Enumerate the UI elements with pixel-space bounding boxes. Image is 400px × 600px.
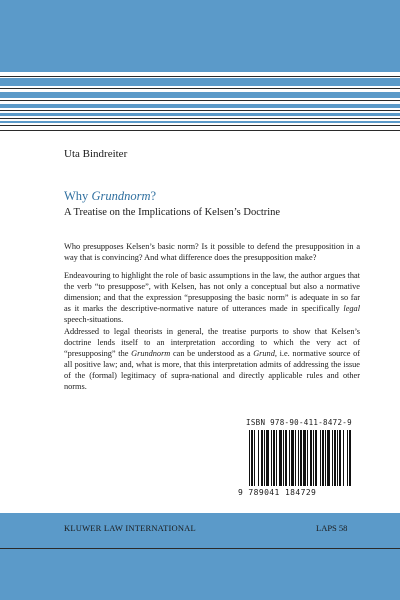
- barcode-bar: [347, 430, 348, 486]
- blurb-emphasis: Grundnorm: [131, 349, 171, 358]
- blurb-emphasis: legal: [343, 304, 360, 313]
- book-title: [64, 189, 156, 204]
- rule-line: [0, 100, 400, 101]
- blurb-paragraph-3: [64, 326, 360, 392]
- title-suffix: ?: [150, 189, 157, 203]
- barcode-bar: [264, 430, 265, 486]
- barcode-bar: [310, 430, 312, 486]
- blurb-paragraph-1: Who presupposes Kelsen’s basic norm? Is it possible to defend the presupposition in a way that is convincing? And what difference does the presupposition make?: [64, 242, 360, 262]
- series-label: LAPS 58: [316, 523, 348, 533]
- isbn-label: ISBN 978-90-411-8472-9: [246, 418, 352, 427]
- barcode-bar: [249, 430, 250, 486]
- barcode-digits: 9 789041 184729: [238, 488, 317, 497]
- blurb-text: Endeavouring to highlight the role of basic assumptions in the law, the author argues that the verb “to presuppose”, with Kelsen, has not only a conceptual but also a normative dimension; and that the expression “presupposing the basic norm” is adequate in so far as it marks the descriptive-normative nature of utterances made in specifically: [64, 271, 360, 313]
- barcode-bar: [332, 430, 333, 486]
- blurb-text: , i.e. normative source of all positive law; and, what is more, that this interpretation admits of addressing the issue of the (formal) legitimacy of supra-national and directly applicable rules and other norms.: [64, 349, 360, 391]
- barcode-bar: [337, 430, 338, 486]
- barcode-bars: [248, 430, 356, 486]
- top-color-band: [0, 0, 400, 72]
- publisher-name: KLUWER LAW INTERNATIONAL: [64, 523, 196, 533]
- barcode-bar: [307, 430, 308, 486]
- barcode-bar: [289, 430, 290, 486]
- book-subtitle: A Treatise on the Implications of Kelsen’s Doctrine: [64, 207, 281, 218]
- decorative-stripe: [0, 104, 400, 108]
- barcode-bar: [300, 430, 302, 486]
- blurb-text: Addressed to legal theorists in general, the treatise purports to show that Kelsen’s doctrine lends itself to an interpretation according to which the very act of “presupposing” the: [64, 327, 360, 358]
- barcode-bar: [283, 430, 284, 486]
- barcode-bar: [339, 430, 341, 486]
- barcode-bar: [343, 430, 344, 486]
- decorative-stripe: [0, 78, 400, 86]
- barcode-bar: [295, 430, 296, 486]
- barcode-bar: [320, 430, 321, 486]
- rule-line: [0, 76, 400, 77]
- barcode-bar: [313, 430, 314, 486]
- barcode-bar: [325, 430, 326, 486]
- barcode-bar: [271, 430, 272, 486]
- rule-line: [0, 130, 400, 131]
- barcode-bar: [303, 430, 306, 486]
- decorative-stripe: [0, 92, 400, 98]
- rule-line: [0, 548, 400, 549]
- isbn-barcode: [236, 418, 362, 504]
- rule-line: [0, 88, 400, 89]
- barcode-bar: [349, 430, 351, 486]
- title-prefix: Why: [64, 189, 92, 203]
- barcode-bar: [279, 430, 282, 486]
- blurb-emphasis: Grund: [253, 349, 275, 358]
- barcode-bar: [315, 430, 317, 486]
- rule-line: [0, 110, 400, 111]
- rule-line: [0, 125, 400, 126]
- barcode-bar: [273, 430, 275, 486]
- barcode-bar: [285, 430, 287, 486]
- author-name: Uta Bindreiter: [64, 148, 128, 160]
- title-emphasis: Grundnorm: [91, 189, 151, 203]
- barcode-bar: [266, 430, 269, 486]
- barcode-bar: [322, 430, 324, 486]
- barcode-bar: [251, 430, 253, 486]
- barcode-bar: [334, 430, 336, 486]
- blurb-paragraph-2: [64, 270, 360, 325]
- barcode-bar: [327, 430, 330, 486]
- blurb-text: speech-situations.: [64, 315, 124, 324]
- decorative-stripe: [0, 121, 400, 123]
- barcode-bar: [291, 430, 294, 486]
- barcode-bar: [298, 430, 299, 486]
- decorative-stripe: [0, 113, 400, 116]
- rule-line: [0, 118, 400, 119]
- blurb-text: can be understood as a: [170, 349, 254, 358]
- barcode-bar: [254, 430, 255, 486]
- barcode-bar: [258, 430, 259, 486]
- barcode-bar: [261, 430, 263, 486]
- barcode-bar: [276, 430, 277, 486]
